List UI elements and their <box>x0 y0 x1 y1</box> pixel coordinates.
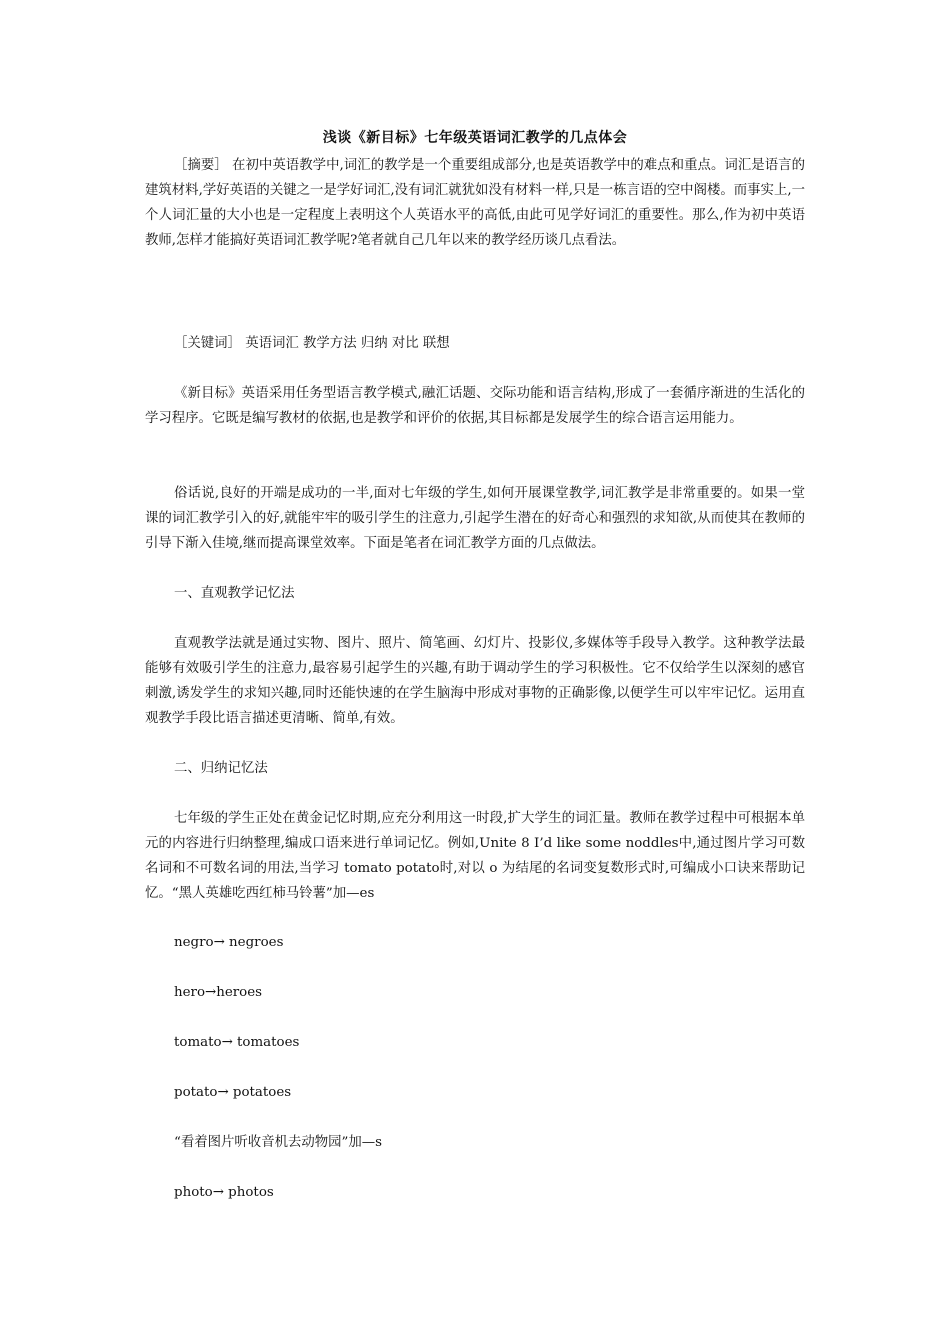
section-2-paragraph: 七年级的学生正处在黄金记忆时期,应充分利用这一时段,扩大学生的词汇量。教师在教学过程中可根据本单元的内容进行归纳整理,编成口语来进行单词记忆。例如,Unite 8 I’d like some noddles中,通过图片学习可数名词和不可数名词的用法,当学习 tomato potato时,对以 o 为结尾的名词变复数形式时,可编成小口诀来帮助记忆。“黑人英雄吃西红柿马铃薯”加—es <box>145 811 805 901</box>
example-line: hero→heroes <box>174 985 263 1000</box>
document-title: 浅谈《新目标》七年级英语词汇教学的几点体会 <box>322 130 628 146</box>
example-line: tomato→ tomatoes <box>174 1035 300 1050</box>
example-line: negro→ negroes <box>174 935 284 950</box>
example-line: potato→ potatoes <box>174 1085 292 1100</box>
section-1-paragraph: 直观教学法就是通过实物、图片、照片、简笔画、幻灯片、投影仪,多媒体等手段导入教学。这种教学法最能够有效吸引学生的注意力,最容易引起学生的兴趣,有助于调动学生的学习积极性。它不仅给学生以深刻的感官刺激,诱发学生的求知兴趣,同时还能快速的在学生脑海中形成对事物的正确影像,以便学生可以牢牢记忆。运用直观教学手段比语言描述更清晰、简单,有效。 <box>145 636 805 726</box>
keywords-paragraph: ［关键词］ 英语词汇 教学方法 归纳 对比 联想 <box>174 336 450 351</box>
section-heading-1: 一、直观教学记忆法 <box>174 586 295 601</box>
abstract-paragraph: ［摘要］ 在初中英语教学中,词汇的教学是一个重要组成部分,也是英语教学中的难点和重点。词汇是语言的建筑材料,学好英语的关键之一是学好词汇,没有词汇就犹如没有材料一样,只是一栋言语的空中阁楼。而事实上,一个人词汇量的大小也是一定程度上表明这个人英语水平的高低,由此可见学好词汇的重要性。那么,作为初中英语教师,怎样才能搞好英语词汇教学呢?笔者就自己几年以来的教学经历谈几点看法。 <box>145 158 805 248</box>
example-line: photo→ photos <box>174 1185 274 1200</box>
opening-paragraph: 俗话说,良好的开端是成功的一半,面对七年级的学生,如何开展课堂教学,词汇教学是非常重要的。如果一堂课的词汇教学引入的好,就能牢牢的吸引学生的注意力,引起学生潜在的好奇心和强烈的求知欲,从而使其在教师的引导下渐入佳境,继而提高课堂效率。下面是笔者在词汇教学方面的几点做法。 <box>145 486 805 551</box>
intro-paragraph: 《新目标》英语采用任务型语言教学模式,融汇话题、交际功能和语言结构,形成了一套循序渐进的生活化的学习程序。它既是编写教材的依据,也是教学和评价的依据,其目标都是发展学生的综合语言运用能力。 <box>145 386 805 426</box>
rhyme-line: “看着图片听收音机去动物园”加—s <box>174 1135 383 1150</box>
section-heading-2: 二、归纳记忆法 <box>174 761 268 776</box>
